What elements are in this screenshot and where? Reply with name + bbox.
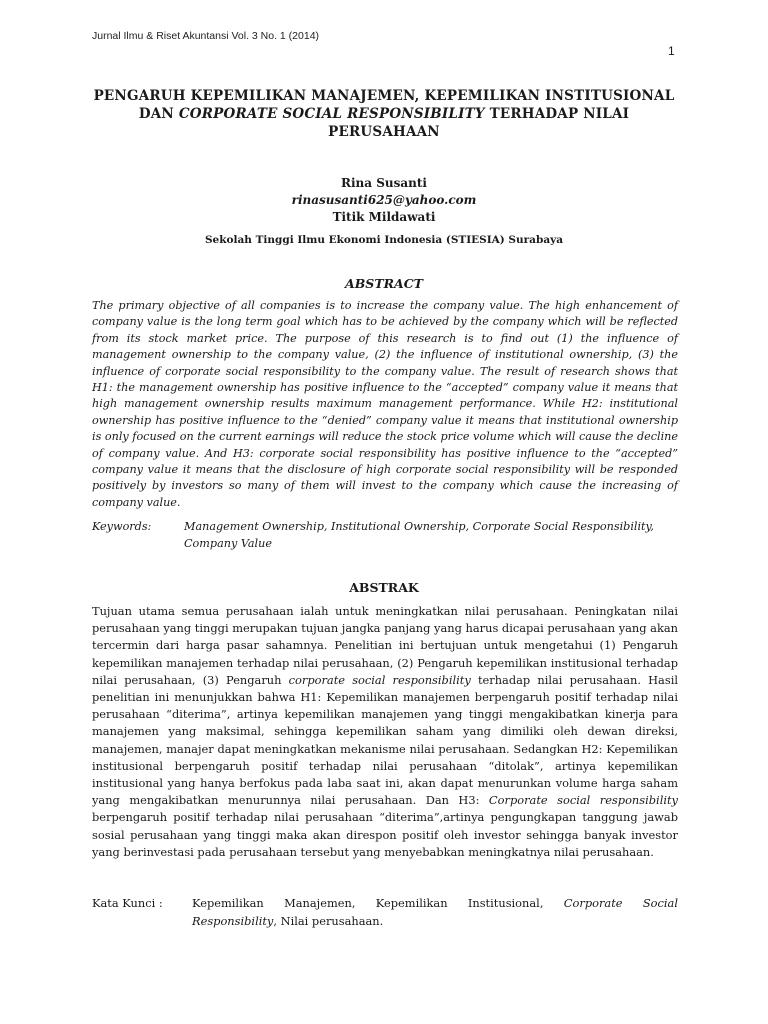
author-2: Titik Mildawati [332,210,436,224]
kata-kunci-value [192,895,678,930]
abstract-text: The primary objective of all companies is to increase the company value. The high enhancement of company value is the long term goal which has to be achieved by the company which will be reflected from its stock market price. The purpose of this research is to find out (1) the influence of management ownership to the company value, (2) the influence of institutional ownership, (3) the influence of corporate social responsibility to the company value. The result of research shows that H1: the management ownership has positive influence to the “accepted” company value it means that high management ownership results maximum management performance. While H2: institutional ownership has positive influence to the “denied” company value it means that institutional ownership is only focused on the current earnings will reduce the stock price volume which will cause the decline of company value. And H3: corporate social responsibility has positive influence to the “accepted” company value it means that the disclosure of high corporate social responsibility will be responded positively by investors so many of them will invest to the company which cause the increasing of company value. [92,299,678,509]
page-number: 1 [668,44,675,58]
paper-title [80,87,688,141]
abstract-heading: ABSTRACT [345,276,423,291]
title-line-1: PENGARUH KEPEMILIKAN MANAJEMEN, KEPEMILIKAN INSTITUSIONAL [93,88,675,104]
title-line-3: PERUSAHAAN [328,124,440,140]
abstrak-part-2: terhadap nilai perusahaan. Hasil penelitian ini menunjukkan bahwa H1: Kepemilikan manajemen berpengaruh positif terhadap nilai perusahaan “diterima”, artinya kepemilikan manajemen yang tinggi mengakibatkan kinerja para manajemen yang maksimal, sehingga kepemilikan saham yang dimiliki oleh dewan direksi, manajemen, manajer dapat meningkatkan mekanisme nilai perusahaan. Sedangkan H2: Kepemilikan institusional berpengaruh positif terhadap nilai perusahaan “ditolak”, artinya kepemilikan institusional yang hanya berfokus pada laba saat ini, akan dapat menurunkan volume harga saham yang mengakibatkan menurunnya nilai perusahaan. Dan H3: [92,672,678,808]
abstrak-part-3: berpengaruh positif terhadap nilai perusahaan “diterima”,artinya pengungkapan tanggung jawab sosial perusahaan yang tinggi maka akan direspon positif oleh investor sehingga banyak investor yang berinvestasi pada perusahaan tersebut yang menyebabkan meningkatnya nilai perusahaan. [92,810,678,859]
keywords-label: Keywords: [92,520,152,533]
kata-kunci-italic: Corporate Social Responsibility [192,896,678,928]
affiliation: Sekolah Tinggi Ilmu Ekonomi Indonesia (STIESIA) Surabaya [204,234,564,246]
title-line-2-italic: CORPORATE SOCIAL RESPONSIBILITY [178,106,485,122]
abstrak-text [92,603,678,861]
abstrak-heading: ABSTRAK [349,580,419,595]
abstrak-italic-1: corporate social responsibility [288,672,471,687]
author-1: Rina Susanti [341,176,427,190]
kata-kunci-label: Kata Kunci : [92,896,163,910]
kata-kunci-part-1: Kepemilikan Manajemen, Kepemilikan Institusional, [192,896,564,910]
abstrak-part-1: Tujuan utama semua perusahaan ialah untuk meningkatkan nilai perusahaan. Peningkatan nilai perusahaan yang tinggi merupakan tujuan jangka panjang yang harus dicapai perusahaan yang akan tercermin dari harga pasar sahamnya. Penelitian ini bertujuan untuk mengetahui (1) Pengaruh kepemilikan manajemen terhadap nilai perusahaan, (2) Pengaruh kepemilikan institusional terhadap nilai perusahaan, (3) Pengaruh [92,604,678,687]
kata-kunci-row [92,895,678,930]
keywords-row [92,518,678,552]
author-block [84,175,684,226]
journal-header: Jurnal Ilmu & Riset Akuntansi Vol. 3 No. 1 (2014) [92,30,320,42]
title-line-2 [80,105,688,123]
keywords-value: Management Ownership, Institutional Ownership, Corporate Social Responsibility, Company Value [184,520,654,550]
abstrak-italic-2: Corporate social responsibility [488,793,678,808]
kata-kunci-part-2: , Nilai perusahaan. [273,913,384,928]
title-line-2-prefix: DAN [138,106,179,122]
author-email: rinasusanti625@yahoo.com [291,193,477,207]
title-line-2-suffix: TERHADAP NILAI [484,106,630,122]
